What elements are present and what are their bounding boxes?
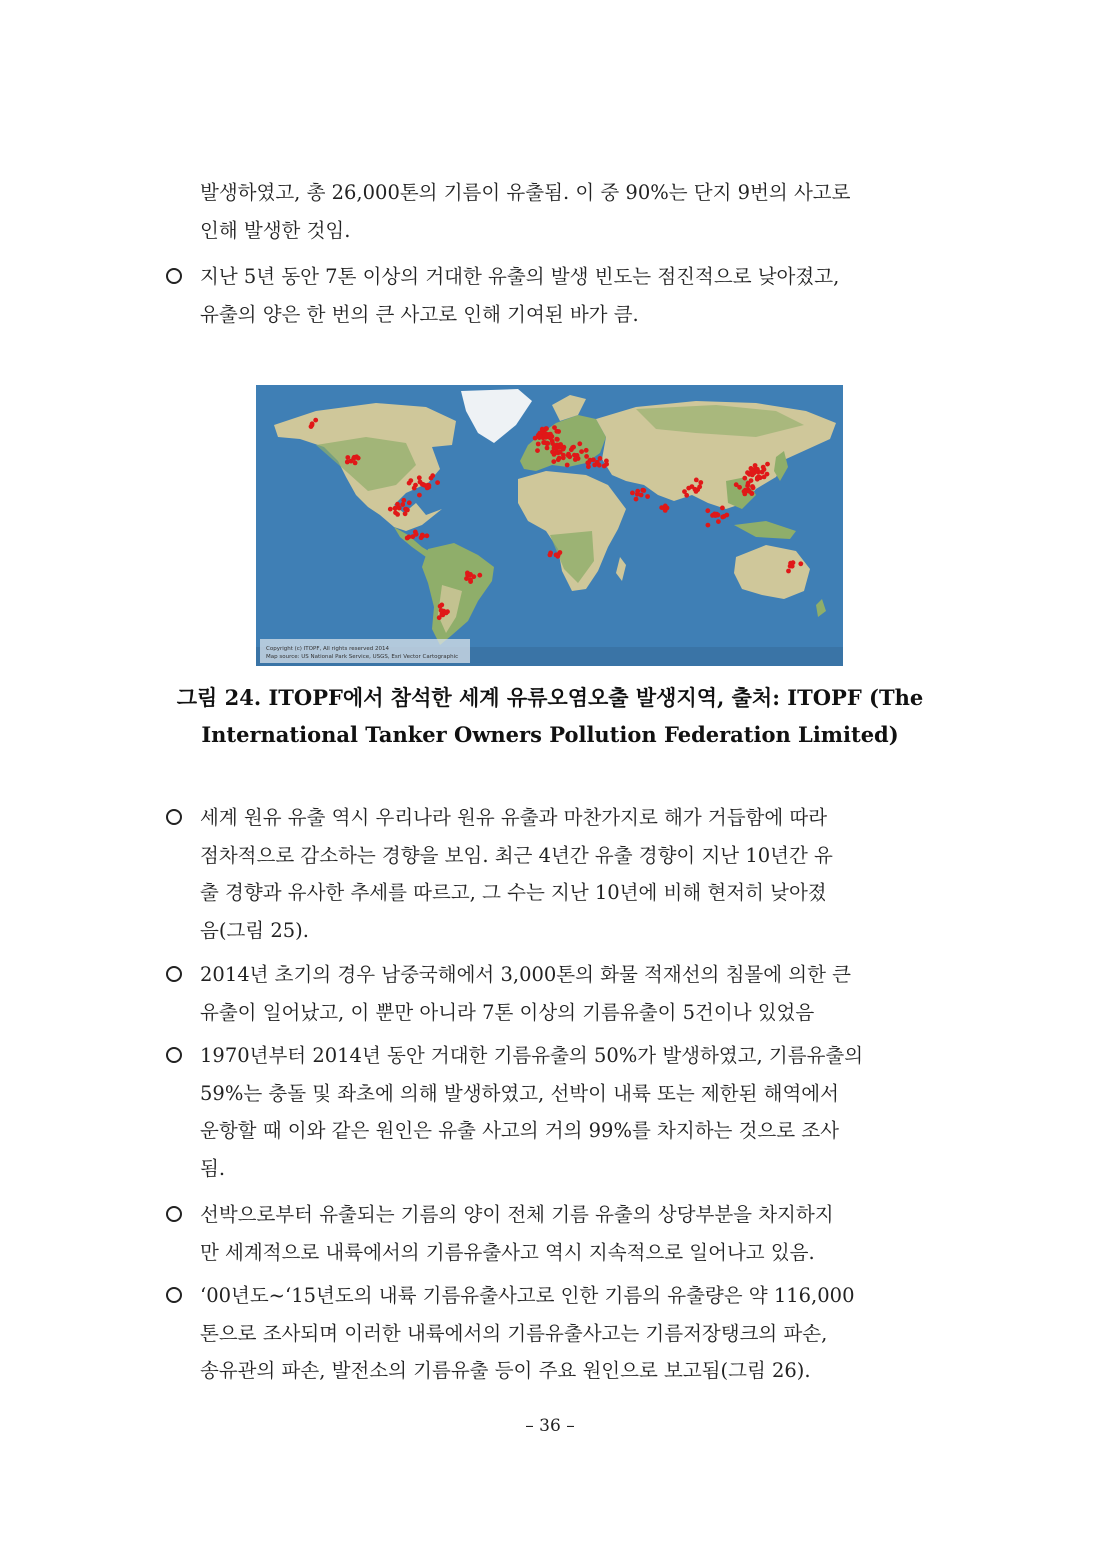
spill-dot <box>533 436 538 441</box>
spill-dot <box>417 493 422 498</box>
circle-bullet-icon <box>166 809 182 825</box>
spill-dot <box>720 506 725 511</box>
spill-dot <box>550 439 555 444</box>
spill-dot <box>477 573 482 578</box>
spill-dot <box>762 475 767 480</box>
spill-dot <box>535 448 540 453</box>
caption-line: 그림 24. ITOPF에서 참석한 세계 유류오염오출 발생지역, 출처: ITOPF (The <box>176 685 924 710</box>
spill-dot <box>413 483 418 488</box>
spill-dot <box>397 506 402 511</box>
spill-dot <box>543 433 548 438</box>
spill-dot <box>417 475 422 480</box>
spill-dot <box>746 481 751 486</box>
spill-dot <box>639 493 644 498</box>
spill-dot <box>414 532 419 537</box>
text-line: 1970년부터 2014년 동안 거대한 기름유출의 50%가 발생하였고, 기름유출의 <box>200 1044 864 1067</box>
text-line: 유출의 양은 한 번의 큰 사고로 인해 기여된 바가 큼. <box>200 302 639 326</box>
spill-dot <box>561 453 566 458</box>
text-line: 인해 발생한 것임. <box>200 218 351 242</box>
spill-dot <box>407 481 412 486</box>
credit-line: Copyright (c) ITOPF, All rights reserved 2014 <box>266 646 389 652</box>
spill-dot <box>550 434 555 439</box>
spill-dot <box>313 418 318 423</box>
figure-caption <box>0 679 1100 753</box>
credit-line: Map source: US National Park Service, USGS, Esri Vector Cartographic <box>266 654 459 660</box>
spill-dot <box>468 572 473 577</box>
spill-dot <box>536 442 541 447</box>
spill-dot <box>663 504 668 509</box>
spill-dot <box>720 515 725 520</box>
text-line: 59%는 충돌 및 좌초에 의해 발생하였고, 선박이 내륙 또는 제한된 해역에서 <box>200 1081 839 1105</box>
spill-dot <box>345 460 350 465</box>
spill-dot <box>557 456 562 461</box>
spill-dot <box>555 554 560 559</box>
spill-dot <box>552 446 557 451</box>
bullet-item <box>166 799 833 949</box>
spill-dot <box>576 456 581 461</box>
spill-dot <box>400 502 405 507</box>
spill-dot <box>634 497 639 502</box>
spill-dot <box>551 459 556 464</box>
circle-bullet-icon <box>166 1206 182 1222</box>
spill-dot <box>630 491 635 496</box>
spill-dot <box>566 452 571 457</box>
spill-dot <box>420 534 425 539</box>
world-spill-map-figure <box>256 385 843 666</box>
spill-dot <box>555 437 560 442</box>
spill-dot <box>705 508 710 513</box>
spill-dot <box>425 486 430 491</box>
spill-dot <box>641 488 646 493</box>
bullet-item <box>166 956 851 1031</box>
spill-dot <box>544 426 549 431</box>
spill-dot <box>714 512 719 517</box>
circle-bullet-icon <box>166 966 182 982</box>
spill-dot <box>694 489 699 494</box>
spill-dot <box>548 551 553 556</box>
spill-dot <box>401 498 406 503</box>
spill-dot <box>737 485 742 490</box>
spill-dot <box>393 510 398 515</box>
spill-dot <box>577 441 582 446</box>
spill-dot <box>353 461 358 466</box>
spill-dot <box>584 454 589 459</box>
spill-dot <box>545 446 550 451</box>
text-line: 됨. <box>200 1156 226 1180</box>
spill-dot <box>310 421 315 426</box>
spill-dot <box>604 459 609 464</box>
circle-bullet-icon <box>166 1047 182 1063</box>
spill-dot <box>407 500 412 505</box>
page-number: – 36 – <box>525 1416 575 1436</box>
spill-dot <box>694 478 699 483</box>
spill-dot <box>545 441 550 446</box>
spill-dot <box>635 489 640 494</box>
spill-dot <box>440 612 445 617</box>
spill-dot <box>592 463 597 468</box>
spill-dot <box>345 455 350 460</box>
spill-dot <box>586 464 591 469</box>
spill-dot <box>602 464 607 469</box>
bullet-item <box>166 1277 854 1390</box>
world-map <box>256 385 843 666</box>
text-line: 2014년 초기의 경우 남중국해에서 3,000톤의 화물 적재선의 침몰에 의한 큰 <box>200 963 851 986</box>
text-line: 만 세계적으로 내륙에서의 기름유출사고 역시 지속적으로 일어나고 있음. <box>200 1240 815 1264</box>
spill-dot <box>565 463 570 468</box>
spill-dot <box>445 609 450 614</box>
spill-dot <box>742 476 747 481</box>
spill-dot <box>584 448 589 453</box>
spill-dot <box>751 485 756 490</box>
spill-dot <box>352 455 357 460</box>
spill-dot <box>706 523 711 528</box>
spill-dot <box>697 484 702 489</box>
spill-dot <box>765 462 770 467</box>
text-line: 송유관의 파손, 발전소의 기름유출 등이 주요 원인으로 보고됨(그림 26). <box>200 1359 811 1382</box>
text-line: ‘00년도~‘15년도의 내륙 기름유출사고로 인한 기름의 유출량은 약 116,000 <box>200 1284 855 1307</box>
spill-dot <box>786 569 791 574</box>
bullet-item <box>166 1037 863 1187</box>
spill-dot <box>716 519 721 524</box>
caption-line: International Tanker Owners Pollution Federation Limited) <box>201 722 899 747</box>
spill-dot <box>682 489 687 494</box>
text-line: 음(그림 25). <box>200 918 309 942</box>
text-line: 선박으로부터 유출되는 기름의 양이 전체 기름 유출의 상당부분을 차지하지 <box>200 1203 834 1226</box>
spill-dot <box>468 578 473 583</box>
continued-paragraph <box>200 174 850 249</box>
spill-dot <box>598 456 603 461</box>
text-line: 톤으로 조사되며 이러한 내륙에서의 기름유출사고는 기름저장탱크의 파손, <box>200 1321 828 1345</box>
spill-dot <box>438 604 443 609</box>
text-line: 세계 원유 유출 역시 우리나라 원유 유출과 마찬가지로 해가 거듭함에 따라 <box>200 806 828 829</box>
spill-dot <box>753 463 758 468</box>
spill-dot <box>798 561 803 566</box>
spill-dot <box>388 507 393 512</box>
spill-dot <box>569 447 574 452</box>
text-line: 지난 5년 동안 7톤 이상의 거대한 유출의 발생 빈도는 점진적으로 낮아졌고, <box>200 265 840 288</box>
spill-dot <box>579 449 584 454</box>
text-line: 발생하였고, 총 26,000톤의 기름이 유출됨. 이 중 90%는 단지 9번의 사고로 <box>200 181 851 204</box>
circle-bullet-icon <box>166 1287 182 1303</box>
spill-dot <box>645 494 650 499</box>
text-line: 점차적으로 감소하는 경향을 보임. 최근 4년간 유출 경향이 지난 10년간 유 <box>200 843 833 867</box>
circle-bullet-icon <box>166 268 182 284</box>
spill-dot <box>761 465 766 470</box>
spill-dot <box>788 564 793 569</box>
spill-dot <box>724 513 729 518</box>
spill-dot <box>554 429 559 434</box>
spill-dot <box>745 470 750 475</box>
spill-dot <box>698 480 703 485</box>
spill-dot <box>435 480 440 485</box>
text-line: 출 경향과 유사한 추세를 따르고, 그 수는 지난 10년에 비해 현저히 낮아졌 <box>200 881 827 904</box>
spill-dot <box>752 471 757 476</box>
text-line: 운항할 때 이와 같은 원인은 유출 사고의 거의 99%를 차지하는 것으로 조사 <box>200 1119 839 1142</box>
spill-dot <box>742 489 747 494</box>
bullet-item <box>166 258 839 333</box>
text-line: 유출이 일어났고, 이 뿐만 아니라 7톤 이상의 기름유출이 5건이나 있었음 <box>200 1000 815 1024</box>
bullet-item <box>166 1196 834 1271</box>
spill-dot <box>429 476 434 481</box>
spill-dot <box>405 536 410 541</box>
spill-dot <box>425 533 430 538</box>
spill-dot <box>403 511 408 516</box>
spill-dot <box>747 489 752 494</box>
spill-dot <box>538 434 543 439</box>
spill-dot <box>755 476 760 481</box>
